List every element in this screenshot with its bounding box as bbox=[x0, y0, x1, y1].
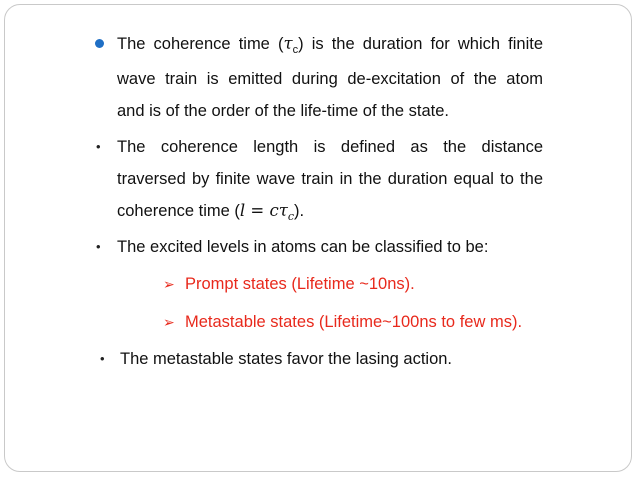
sub-item-1-arrow-icon: ➢ bbox=[163, 276, 175, 292]
first-bullet-dot bbox=[95, 39, 104, 48]
sub-item-2-arrow-icon: ➢ bbox=[163, 314, 175, 330]
bullet-2-line-2: traversed by finite wave train in the duration equal to the bbox=[117, 170, 543, 188]
tau-subscript: c bbox=[292, 44, 299, 56]
bullet-1-line-3: and is of the order of the life-time of the state. bbox=[117, 102, 450, 120]
sub-item-1: Prompt states (Lifetime ~10ns). bbox=[185, 275, 415, 293]
bullet-3-glyph: • bbox=[96, 239, 101, 254]
bullet-1-line-2: wave train is emitted during de-excitation of the atom bbox=[117, 70, 543, 88]
bullet-4-line-1: The metastable states favor the lasing action. bbox=[120, 350, 453, 368]
sub-item-2: Metastable states (Lifetime~100ns to few ms). bbox=[185, 313, 523, 331]
tau-symbol: τ bbox=[283, 34, 293, 53]
bullet-1-line-1: The coherence time $(\tau_c)$ is the duration for which finite bbox=[117, 34, 543, 56]
formula-subscript: c bbox=[287, 210, 295, 223]
bullet-2-line-3: coherence time $(l = c\tau_c)$. bbox=[117, 201, 305, 223]
bullet-2-glyph: • bbox=[96, 139, 101, 154]
slide-frame bbox=[4, 4, 632, 472]
bullet-4-glyph: • bbox=[100, 351, 105, 366]
coherence-length-formula: l = cτ bbox=[239, 201, 288, 220]
bullet-2-line-1: The coherence length is defined as the distance bbox=[117, 138, 543, 156]
bullet-3-line-1: The excited levels in atoms can be classified to be: bbox=[117, 238, 489, 256]
